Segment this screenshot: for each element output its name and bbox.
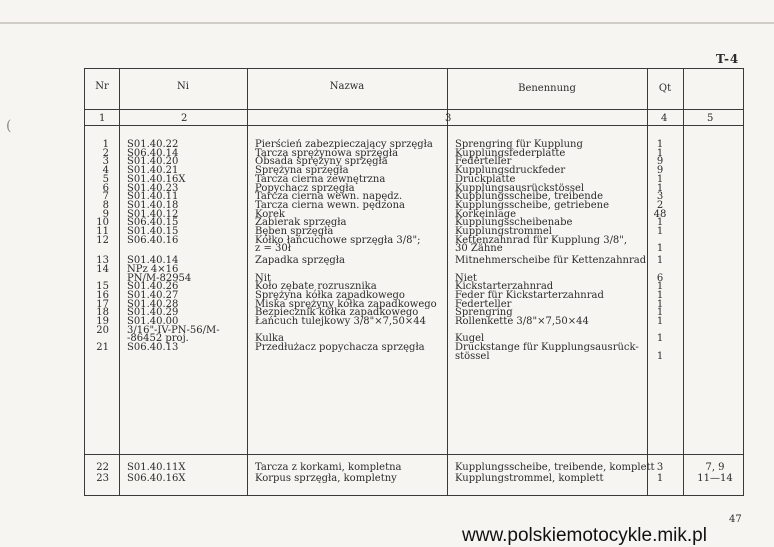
- cell-qt: 1: [656, 473, 664, 484]
- cell-nazwa: Popychacz sprzęgła: [255, 182, 355, 194]
- cell-nazwa: Sprężyna sprzęgła: [255, 165, 349, 177]
- header-qt: Qt: [658, 83, 672, 94]
- cell-ni: S01.40.18: [127, 199, 179, 211]
- cell-benennung: Kupplungsausrückstössel: [455, 182, 585, 194]
- cell-benennung: 30 Zähne: [455, 243, 503, 255]
- col-divider: [683, 69, 684, 495]
- cell-nazwa: Tarcza cierna zewnętrzna: [255, 173, 386, 185]
- cell-qt: 3: [656, 191, 664, 203]
- cell-nr: 2: [102, 147, 109, 159]
- cell-ni: S01.40.23: [127, 182, 179, 194]
- column-number: 4: [661, 113, 668, 124]
- col-divider: [119, 69, 120, 495]
- cell-nazwa: Pierścień zabezpieczający sprzęgła: [255, 139, 433, 150]
- cell-qt: 1: [656, 147, 664, 159]
- parts-table: [84, 68, 744, 496]
- assembly-rule: [85, 454, 743, 455]
- cell-qt: 2: [656, 199, 664, 211]
- margin-mark: (: [6, 118, 12, 134]
- cell-nr: 21: [96, 342, 109, 354]
- cell-nazwa: Tarcza sprężynowa sprzęgła: [255, 147, 399, 159]
- cell-benennung: stössel: [455, 350, 490, 362]
- cell-nr: 20: [96, 324, 109, 336]
- cell-ni: S01.40.15: [127, 226, 179, 237]
- header-nr: Nr: [95, 81, 109, 92]
- cell-nazwa: Kółko łańcuchowe sprzęgła 3/8";: [255, 234, 421, 246]
- cell-ni: S06.40.15: [127, 217, 179, 229]
- cell-benennung: Sprengring für Kupplung: [455, 139, 583, 150]
- cell-nazwa: Koło zębate rozrusznika: [255, 281, 377, 293]
- page-code: T-4: [716, 52, 740, 66]
- cell-nazwa: Korek: [255, 208, 285, 220]
- cell-ni: S01.40.28: [127, 298, 179, 310]
- cell-nazwa: Zabierak sprzęgła: [255, 217, 347, 229]
- cell-benennung: Feder für Kickstarterzahnrad: [455, 289, 604, 301]
- cell-nr: 3: [102, 156, 109, 168]
- cell-nr: 14: [96, 263, 109, 275]
- cell-qt: 48: [653, 208, 667, 220]
- cell-benennung: Kupplungsfederplatte: [455, 147, 566, 159]
- cell-qt: 1: [656, 226, 664, 237]
- header-nazwa: Nazwa: [329, 81, 365, 92]
- cell-benennung: Kupplungsscheibe, getriebene: [455, 199, 609, 211]
- cell-benennung: Korkeinlage: [455, 208, 517, 220]
- cell-nazwa: Bezpiecznik kółka zapadkowego: [255, 307, 419, 319]
- cell-benennung: Kickstarterzahnrad: [455, 281, 554, 293]
- cell-nazwa: Bęben sprzęgła: [255, 226, 334, 237]
- cell-nr: 4: [102, 165, 109, 177]
- cell-qt: 9: [656, 156, 664, 168]
- header-ni: Ni: [177, 81, 189, 92]
- cell-nazwa: Przedłużacz popychacza sprzęgła: [255, 342, 425, 354]
- cell-nr: 6: [102, 182, 109, 194]
- cell-benennung: Kupplungsscheibenabe: [455, 217, 573, 229]
- cell-qt: 9: [656, 165, 664, 177]
- cell-nazwa: z = 30ł: [255, 243, 291, 255]
- header-benennung: Benennung: [518, 83, 576, 94]
- cell-benennung: Niet: [455, 272, 477, 284]
- cell-ni: S01.40.11X: [127, 462, 186, 473]
- cell-ni: PN/M-82954: [127, 272, 192, 284]
- cell-qt: 1: [656, 217, 664, 229]
- cell-qt: 3: [656, 462, 664, 473]
- cell-qt: 1: [656, 139, 664, 150]
- cell-nr: 16: [96, 289, 109, 301]
- cell-ni: S01.40.29: [127, 307, 179, 319]
- cell-benennung: Kupplungstrommel, komplett: [455, 473, 604, 484]
- cell-ni: S01.40.00: [127, 316, 179, 327]
- cell-benennung: Kupplungsscheibe, treibende: [455, 191, 604, 203]
- cell-ni: NPz 4×16: [127, 263, 179, 275]
- cell-benennung: Kupplungstrommel: [455, 226, 553, 237]
- cell-nr: 22: [96, 462, 109, 473]
- cell-nazwa: Zapadka sprzęgła: [255, 255, 345, 267]
- cell-qt: 1: [656, 173, 664, 185]
- cell-qt: 1: [656, 350, 664, 362]
- cell-qt: 1: [656, 255, 664, 267]
- cell-ni: S06.40.14: [127, 147, 179, 159]
- cell-nazwa: Tarcza cierna wewn. napędz.: [255, 191, 403, 203]
- cell-qt: 1: [656, 298, 664, 310]
- cell-benennung: Federteller: [455, 298, 512, 310]
- column-number: 2: [181, 113, 188, 124]
- cell-nr: 12: [96, 234, 109, 246]
- column-number: 3: [445, 113, 452, 124]
- colnum-rule: [85, 125, 743, 126]
- page-top-edge: [0, 22, 774, 24]
- cell-qt: 1: [656, 281, 664, 293]
- header-rule: [85, 109, 743, 110]
- cell-benennung: Druckplatte: [455, 173, 516, 185]
- cell-nazwa: Sprężyna kółka zapadkowego: [255, 289, 405, 301]
- cell-ni: S01.40.11: [127, 191, 179, 203]
- cell-nr: 23: [96, 473, 109, 484]
- cell-ni: S06.40.13: [127, 342, 179, 354]
- watermark: www.polskiemotocykle.mik.pl: [462, 525, 707, 546]
- cell-qt: 1: [656, 333, 664, 345]
- cell-ni: S01.40.14: [127, 255, 179, 267]
- cell-ni: S01.40.26: [127, 281, 179, 293]
- cell-benennung: Druckstange für Kupplungsausrück-: [455, 342, 639, 354]
- cell-ni: S01.40.16X: [127, 173, 186, 185]
- cell-qt: 1: [656, 182, 664, 194]
- cell-qt: 1: [656, 316, 664, 327]
- cell-col5: 7, 9: [705, 462, 725, 473]
- cell-ni: S01.40.22: [127, 139, 179, 150]
- cell-nazwa: Kulka: [255, 333, 284, 345]
- cell-nazwa: Korpus sprzęgła, kompletny: [255, 473, 397, 484]
- cell-nr: 5: [102, 173, 109, 185]
- cell-benennung: Kugel: [455, 333, 485, 345]
- cell-benennung: Federteller: [455, 156, 512, 168]
- cell-nr: 8: [102, 199, 109, 211]
- cell-nr: 11: [96, 226, 109, 237]
- cell-nr: 17: [96, 298, 109, 310]
- cell-nazwa: Tarcza z korkami, kompletna: [255, 462, 402, 473]
- cell-nr: 10: [96, 217, 109, 229]
- cell-ni: S06.40.16X: [127, 473, 186, 484]
- cell-benennung: Kupplungsdruckfeder: [455, 165, 566, 177]
- cell-nazwa: Obsada sprężyny sprzęgła: [255, 156, 388, 168]
- cell-nr: 19: [96, 316, 109, 327]
- cell-ni: -86452 proj.: [127, 333, 189, 345]
- cell-ni: S01.40.12: [127, 208, 179, 220]
- cell-nr: 1: [102, 139, 109, 150]
- cell-qt: 1: [656, 243, 664, 255]
- cell-nr: 15: [96, 281, 109, 293]
- cell-qt: 1: [656, 307, 664, 319]
- cell-ni: S01.40.27: [127, 289, 179, 301]
- cell-ni: S01.40.21: [127, 165, 179, 177]
- cell-qt: 1: [656, 289, 664, 301]
- cell-benennung: Mitnehmerscheibe für Kettenzahnrad: [455, 255, 647, 267]
- cell-ni: S01.40.20: [127, 156, 179, 168]
- cell-nazwa: Nit: [255, 272, 271, 284]
- cell-benennung: Kettenzahnrad für Kupplung 3/8",: [455, 234, 628, 246]
- cell-benennung: Sprengring: [455, 307, 513, 319]
- page-number: 47: [729, 514, 742, 525]
- column-number: 1: [99, 113, 106, 124]
- col-divider: [247, 69, 248, 495]
- cell-benennung: Rollenkette 3/8"×7,50×44: [455, 316, 589, 327]
- cell-nazwa: Tarcza cierna wewn. pędzona: [255, 199, 405, 211]
- cell-nr: 13: [96, 255, 109, 267]
- cell-ni: S06.40.16: [127, 234, 179, 246]
- cell-nazwa: Miska sprężyny kółka zapadkowego: [255, 298, 437, 310]
- cell-ni: 3/16"-IV-PN-56/M-: [127, 324, 220, 336]
- cell-nr: 18: [96, 307, 109, 319]
- col-divider: [447, 69, 448, 495]
- cell-qt: 6: [656, 272, 664, 284]
- column-number: 5: [707, 113, 714, 124]
- cell-nr: 9: [102, 208, 109, 220]
- cell-nr: 7: [102, 191, 109, 203]
- cell-benennung: Kupplungsscheibe, treibende, komplett: [455, 462, 655, 473]
- cell-col5: 11—14: [697, 473, 733, 484]
- cell-nazwa: Łańcuch tulejkowy 3/8"×7,50×44: [255, 316, 426, 327]
